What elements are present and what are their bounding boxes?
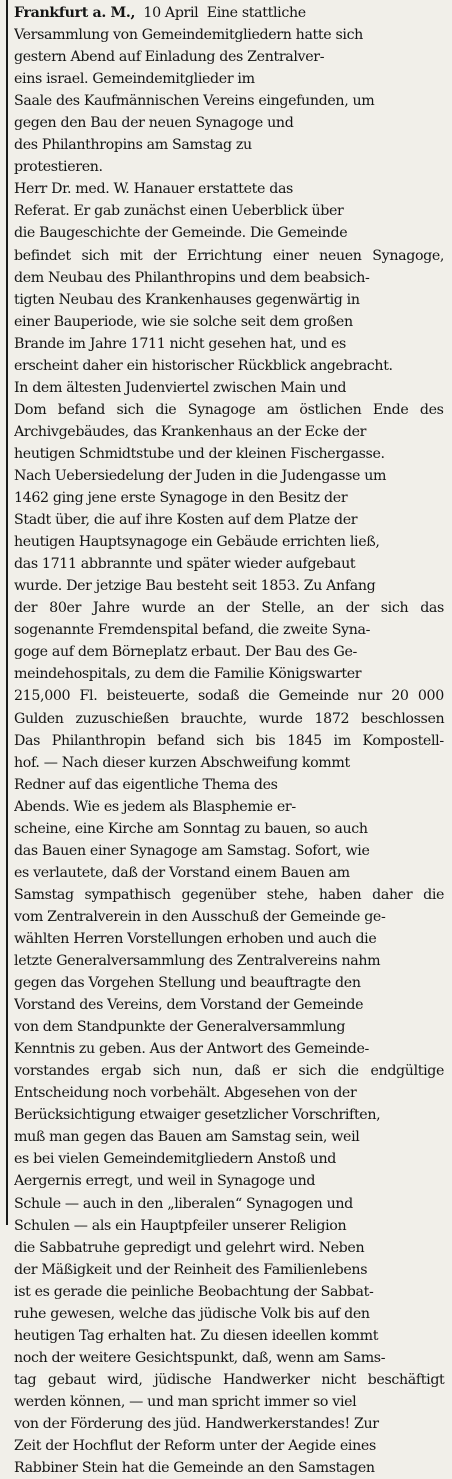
text-line: Referat. Er gab zunächst einen Ueberblick über xyxy=(14,203,344,220)
text-line: dem Neubau des Philanthropins und dem beabsich- xyxy=(14,269,370,286)
text-line: tigten Neubau des Krankenhauses gegenwärtig in xyxy=(14,291,360,308)
text-line: In dem ältesten Judenviertel zwischen Main und xyxy=(14,379,347,396)
text-line: Aergernis erregt, und weil in Synagoge und xyxy=(14,1173,316,1190)
text-line-start: Eine stattliche xyxy=(206,5,306,21)
text-line: die Baugeschichte der Gemeinde. Die Gemeinde xyxy=(14,225,348,242)
text-line: heutigen Schmidtstube und der kleinen Fischergasse. xyxy=(14,445,385,462)
newspaper-column xyxy=(6,0,446,1477)
text-line: des Philanthropins am Samstag zu xyxy=(14,137,252,154)
text-line: ist es gerade die peinliche Beobachtung der Sabbat- xyxy=(14,1283,374,1300)
article xyxy=(14,2,446,1479)
text-line-first xyxy=(14,2,446,24)
headline: Frankfurt a. M., xyxy=(14,5,136,21)
text-line: es bei vielen Gemeindemitgliedern Anstoß und xyxy=(14,1151,336,1168)
text-line: hof. — Nach dieser kurzen Abschweifung kommt xyxy=(14,754,350,771)
text-line: Versammlung von Gemeindemitgliedern hatte sich xyxy=(14,27,363,44)
text-line: sogenannte Fremdenspital befand, die zweite Syna- xyxy=(14,622,371,639)
text-line: eins israel. Gemeindemitglieder im xyxy=(14,71,255,88)
text-line: muß man gegen das Bauen am Samstag sein, weil xyxy=(14,1129,360,1146)
text-line: erscheint daher ein historischer Rückblick angebracht. xyxy=(14,357,393,374)
text-line: Archivgebäudes, das Krankenhaus an der Ecke der xyxy=(14,423,367,440)
text-line: Dom befand sich die Synagoge am östlichen Ende des xyxy=(14,401,444,418)
text-line: gegen das Vorgehen Stellung und beauftragte den xyxy=(14,975,361,992)
text-line: der 80er Jahre wurde an der Stelle, an der sich das xyxy=(14,600,444,617)
text-line: Entscheidung noch vorbehält. Abgesehen von der xyxy=(14,1085,357,1102)
text-line: Das Philanthropin befand sich bis 1845 im Kompostell- xyxy=(14,732,444,749)
text-line: vom Zentralverein in den Ausschuß der Gemeinde ge- xyxy=(14,908,386,925)
text-line: Zeit der Hochflut der Reform unter der Aegide eines xyxy=(14,1438,376,1455)
text-line: Stadt über, die auf ihre Kosten auf dem Platze der xyxy=(14,512,358,529)
text-line: Gulden zuzuschießen brauchte, wurde 1872 beschlossen xyxy=(14,710,445,727)
text-lines xyxy=(14,24,446,1479)
text-line: heutigen Tag erhalten hat. Zu diesen ideellen kommt xyxy=(14,1327,379,1344)
text-line: Redner auf das eigentliche Thema des xyxy=(14,776,278,793)
text-line: Vorstand des Vereins, dem Vorstand der Gemeinde xyxy=(14,997,364,1014)
text-line: Berücksichtigung etwaiger gesetzlicher Vorschriften, xyxy=(14,1107,381,1124)
text-line: befindet sich mit der Errichtung einer neuen Synagoge, xyxy=(14,247,445,264)
text-line: werden können, — und man spricht immer so viel xyxy=(14,1393,357,1410)
text-line: Samstag sympathisch gegenüber stehe, haben daher die xyxy=(14,886,445,903)
text-line: Kenntnis zu geben. Aus der Antwort des Gemeinde- xyxy=(14,1041,369,1058)
text-line: die Sabbatruhe gepredigt und gelehrt wird. Neben xyxy=(14,1239,365,1256)
text-line: wählten Herren Vorstellungen erhoben und auch die xyxy=(14,930,377,947)
text-line: noch der weitere Gesichtspunkt, daß, wenn am Sams- xyxy=(14,1349,386,1366)
text-line: Schule — auch in den „liberalen“ Synagogen und xyxy=(14,1195,353,1212)
text-line: protestieren. xyxy=(14,159,103,176)
text-line: ruhe gewesen, welche das jüdische Volk bis auf den xyxy=(14,1305,370,1322)
text-line: Nach Uebersiedelung der Juden in die Judengasse um xyxy=(14,467,387,484)
text-line: der Mäßigkeit und der Reinheit des Familienlebens xyxy=(14,1261,368,1278)
text-line: das Bauen einer Synagoge am Samstag. Sofort, wie xyxy=(14,842,370,859)
text-line: 1462 ging jene erste Synagoge in den Besitz der xyxy=(14,490,348,507)
text-line: vorstandes ergab sich nun, daß er sich die endgültige xyxy=(14,1063,445,1080)
text-line: meindehospitals, zu dem die Familie Königswarter xyxy=(14,666,362,683)
text-line: letzte Generalversammlung des Zentralvereins nahm xyxy=(14,953,381,970)
text-line: Abends. Wie es jedem als Blasphemie er- xyxy=(14,798,296,815)
text-line: tag gebaut wird, jüdische Handwerker nicht beschäftigt xyxy=(14,1371,445,1388)
text-line: 215,000 Fl. beisteuerte, sodaß die Gemeinde nur 20 000 xyxy=(14,688,444,705)
text-line: Herr Dr. med. W. Hanauer erstattete das xyxy=(14,181,293,198)
text-line: einer Bauperiode, wie sie solche seit dem großen xyxy=(14,313,353,330)
text-line: von dem Standpunkte der Generalversammlung xyxy=(14,1019,346,1036)
text-line: wurde. Der jetzige Bau besteht seit 1853. Zu Anfang xyxy=(14,578,376,595)
text-line: Rabbiner Stein hat die Gemeinde an den Samstagen xyxy=(14,1460,375,1477)
text-line: gestern Abend auf Einladung des Zentralver- xyxy=(14,49,325,66)
text-line: von der Förderung des jüd. Handwerkerstandes! Zur xyxy=(14,1416,379,1432)
text-line: gegen den Bau der neuen Synagoge und xyxy=(14,115,294,132)
text-line: das 1711 abbrannte und später wieder aufgebaut xyxy=(14,556,356,573)
text-line: heutigen Hauptsynagoge ein Gebäude errichten ließ, xyxy=(14,534,380,551)
text-line: Schulen — als ein Hauptpfeiler unserer Religion xyxy=(14,1217,347,1234)
text-line: Saale des Kaufmännischen Vereins eingefunden, um xyxy=(14,93,375,110)
date: 10 April xyxy=(143,5,199,21)
text-line: scheine, eine Kirche am Sonntag zu bauen, so auch xyxy=(14,820,368,837)
text-line: Brande im Jahre 1711 nicht gesehen hat, und es xyxy=(14,335,346,352)
text-line: es verlautete, daß der Vorstand einem Bauen am xyxy=(14,864,350,881)
text-line: goge auf dem Börneplatz erbaut. Der Bau des Ge- xyxy=(14,644,357,661)
